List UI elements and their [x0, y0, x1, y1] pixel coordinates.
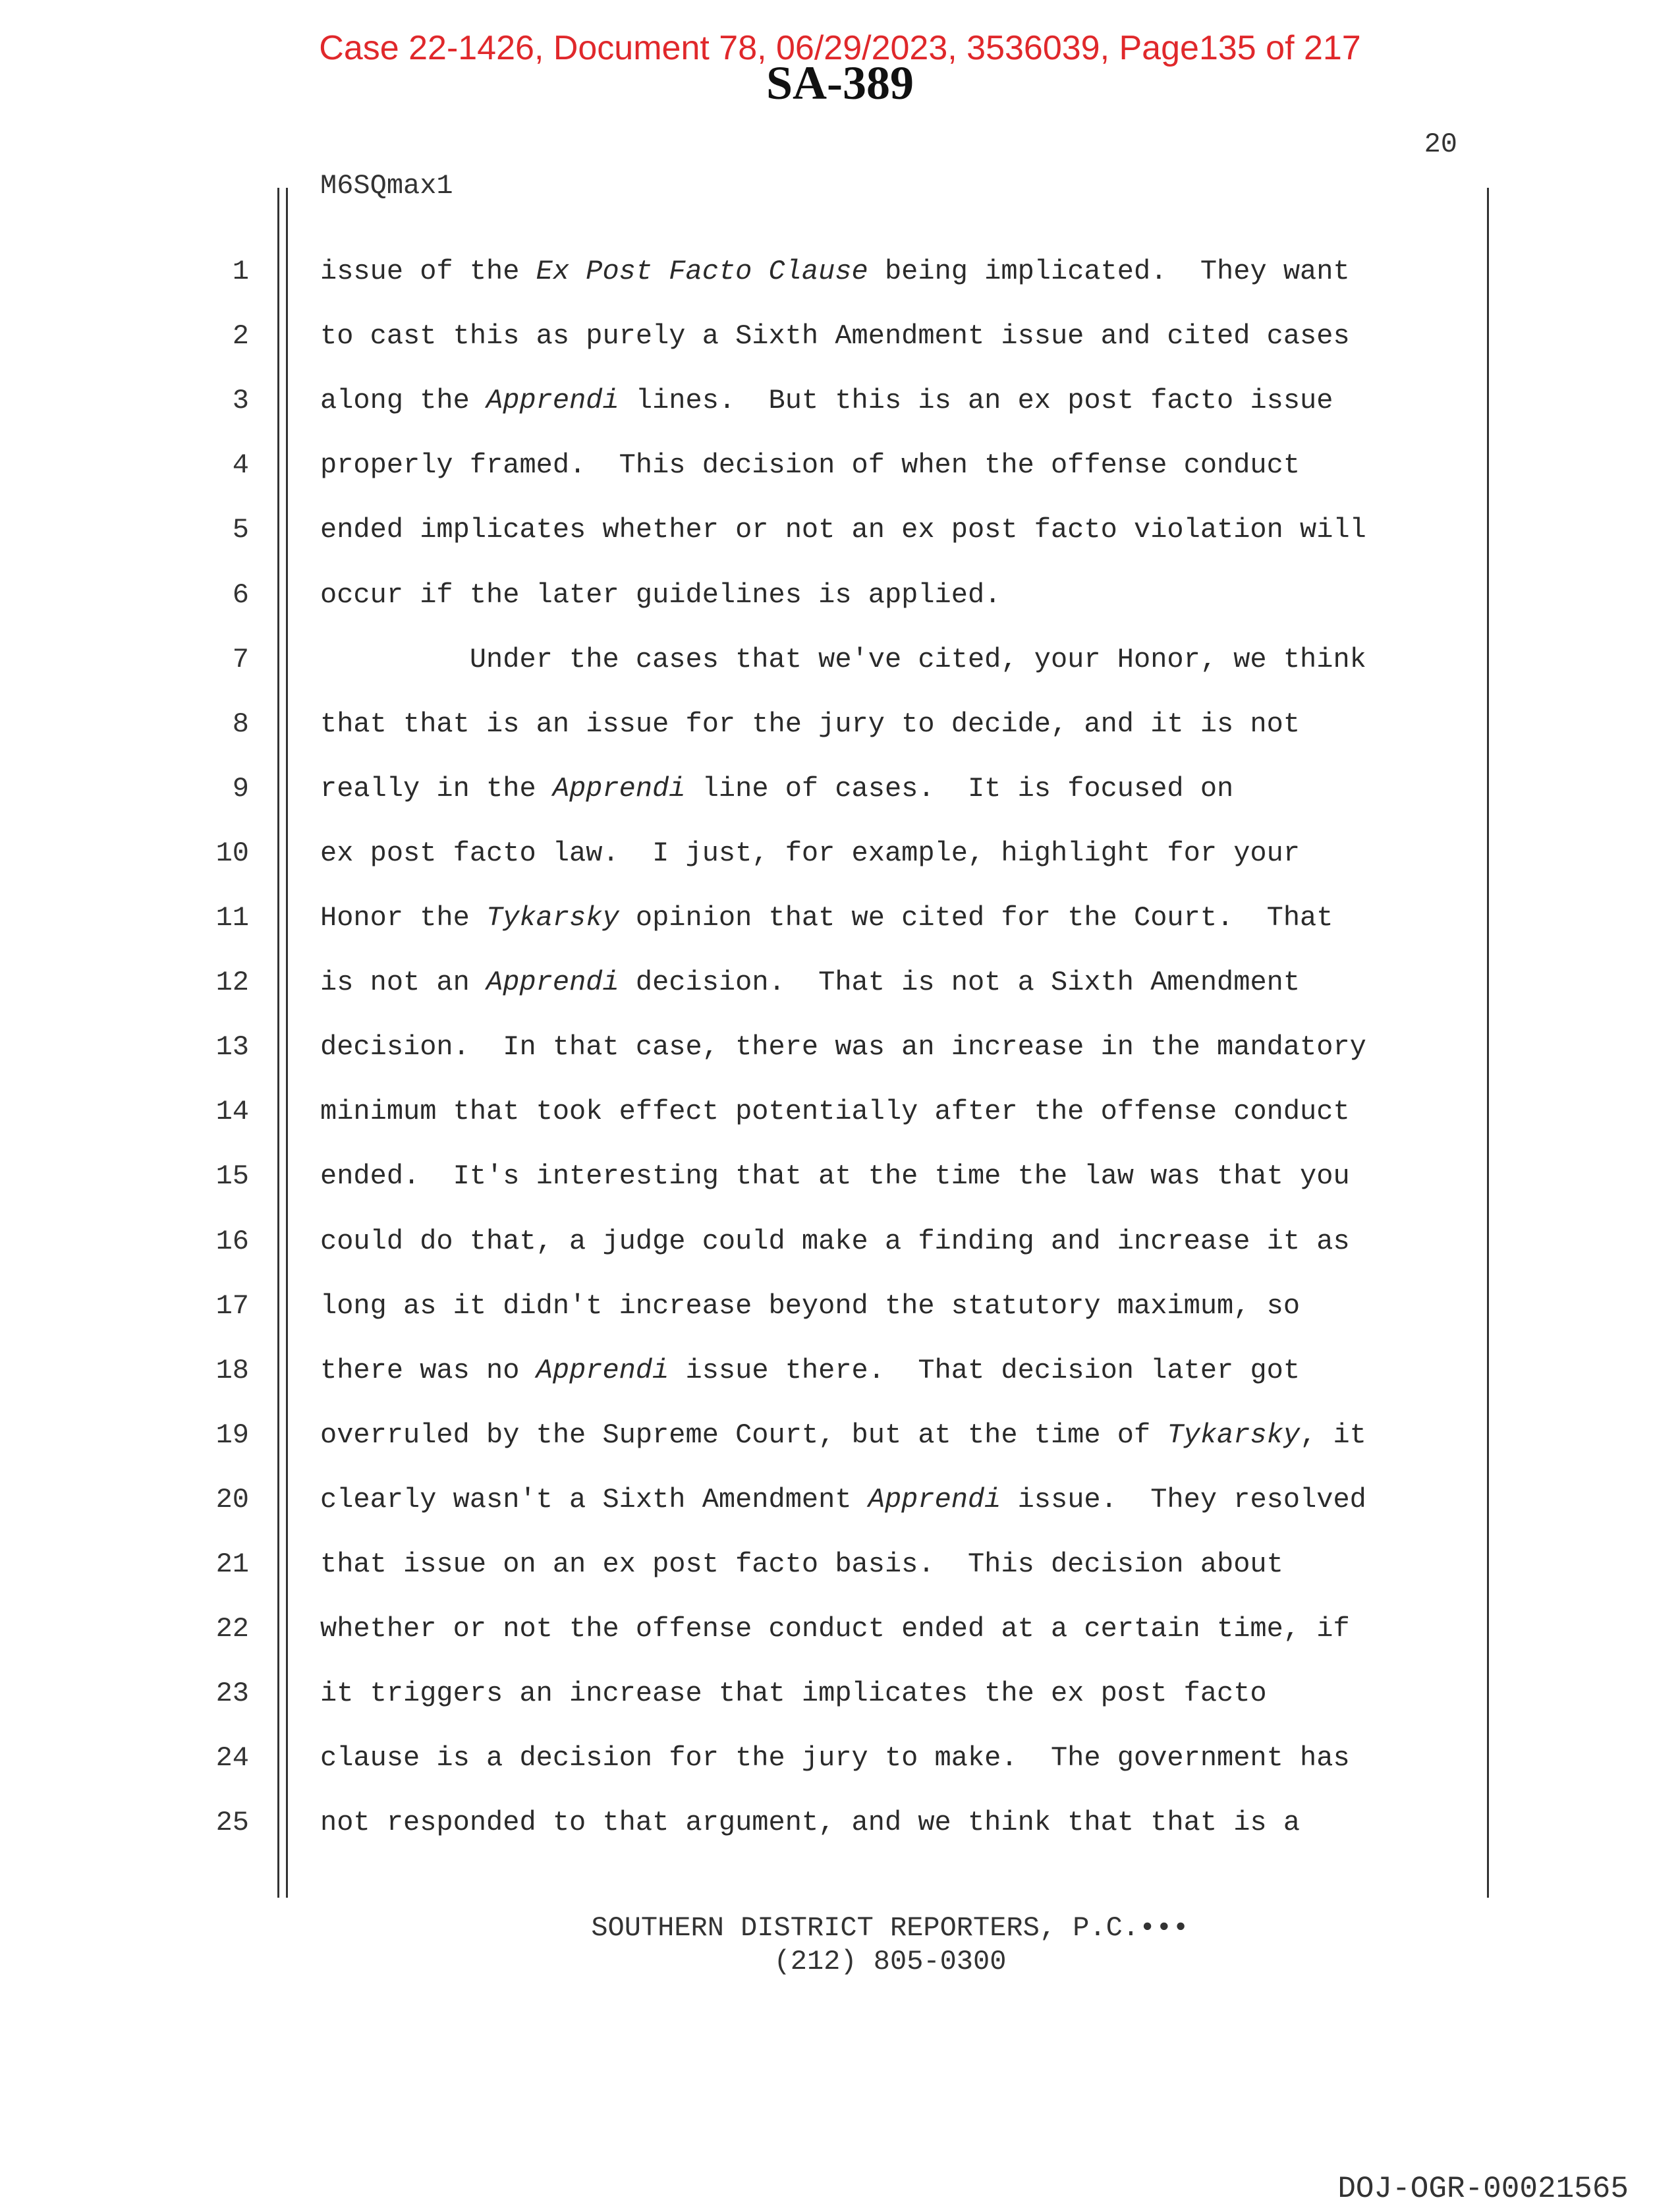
line-text: issue. They resolved — [1001, 1484, 1366, 1516]
line-text: it triggers an increase that implicates the ex post facto — [320, 1678, 1267, 1709]
line-number: 14 — [215, 1096, 249, 1127]
transcript-line — [320, 1613, 1350, 1645]
line-number: 7 — [232, 644, 249, 675]
transcript-line — [320, 385, 1333, 416]
transcript-line — [320, 644, 1366, 675]
line-text: clause is a decision for the jury to make. The government has — [320, 1742, 1350, 1774]
line-text: not responded to that argument, and we think that that is a — [320, 1807, 1301, 1838]
transcript-line — [320, 1355, 1300, 1386]
transcript-line — [320, 1290, 1300, 1322]
line-number: 23 — [215, 1678, 249, 1709]
line-number: 10 — [215, 837, 249, 869]
line-text: there was no — [320, 1355, 536, 1386]
line-text: issue of the — [320, 256, 536, 287]
line-text: to cast this as purely a Sixth Amendment issue and cited cases — [320, 320, 1350, 352]
line-number: 20 — [215, 1484, 249, 1516]
line-number: 13 — [215, 1031, 249, 1063]
line-text: really in the — [320, 773, 553, 805]
right-margin-rule — [1487, 188, 1489, 1898]
italic-case-name: Apprendi — [552, 773, 686, 805]
line-text: along the — [320, 385, 487, 416]
footer-phone: (212) 805-0300 — [773, 1946, 1007, 1977]
transcript-line — [320, 320, 1350, 352]
line-number: 25 — [215, 1807, 249, 1838]
line-text: line of cases. It is focused on — [685, 773, 1234, 805]
transcript-line — [320, 967, 1300, 998]
transcript-line — [320, 708, 1300, 740]
transcript-line — [320, 1807, 1300, 1838]
case-filing-stamp: Case 22-1426, Document 78, 06/29/2023, 3536039, Page135 of 217 — [319, 29, 1361, 67]
line-text: could do that, a judge could make a finding and increase it as — [320, 1226, 1350, 1257]
line-text: , it — [1300, 1419, 1366, 1451]
line-text: being implicated. They want — [868, 256, 1350, 287]
transcript-line — [320, 449, 1300, 481]
line-number: 9 — [232, 773, 249, 805]
transcript-page-number: 20 — [1424, 128, 1457, 160]
line-text: occur if the later guidelines is applied. — [320, 579, 1001, 611]
line-number: 12 — [215, 967, 249, 998]
left-margin-rule-outer — [277, 188, 279, 1898]
transcript-line — [320, 514, 1366, 546]
line-number: 11 — [215, 902, 249, 934]
line-number: 21 — [215, 1548, 249, 1580]
transcript-line — [320, 837, 1300, 869]
line-number: 24 — [215, 1742, 249, 1774]
transcript-line — [320, 579, 1001, 611]
italic-case-name: Apprendi — [486, 967, 619, 998]
line-number: 6 — [232, 579, 249, 611]
italic-case-name: Ex Post Facto Clause — [536, 256, 868, 287]
transcript-line — [320, 1484, 1366, 1516]
line-text: opinion that we cited for the Court. That — [619, 902, 1333, 934]
line-number: 19 — [215, 1419, 249, 1451]
line-text: decision. In that case, there was an increase in the mandatory — [320, 1031, 1366, 1063]
line-text: clearly wasn't a Sixth Amendment — [320, 1484, 868, 1516]
transcript-line — [320, 1226, 1350, 1257]
line-number: 1 — [232, 256, 249, 287]
italic-case-name: Apprendi — [868, 1484, 1001, 1516]
line-text: whether or not the offense conduct ended at a certain time, if — [320, 1613, 1350, 1645]
line-text: that issue on an ex post facto basis. This decision about — [320, 1548, 1283, 1580]
italic-case-name: Tykarsky — [486, 902, 619, 934]
line-text: minimum that took effect potentially after the offense conduct — [320, 1096, 1350, 1127]
italic-case-name: Apprendi — [486, 385, 619, 416]
line-text: ended implicates whether or not an ex post facto violation will — [320, 514, 1366, 546]
line-number: 17 — [215, 1290, 249, 1322]
transcript-line — [320, 1160, 1350, 1192]
transcript-line — [320, 902, 1333, 934]
line-number: 16 — [215, 1226, 249, 1257]
line-text: long as it didn't increase beyond the statutory maximum, so — [320, 1290, 1301, 1322]
line-text: is not an — [320, 967, 487, 998]
line-text: Honor the — [320, 902, 487, 934]
line-number: 5 — [232, 514, 249, 546]
italic-case-name: Tykarsky — [1167, 1419, 1301, 1451]
transcript-line — [320, 1096, 1350, 1127]
line-number: 4 — [232, 449, 249, 481]
line-text: ended. It's interesting that at the time the law was that you — [320, 1160, 1350, 1192]
italic-case-name: Apprendi — [536, 1355, 669, 1386]
transcript-line — [320, 1678, 1267, 1709]
line-text: issue there. That decision later got — [669, 1355, 1301, 1386]
line-number: 18 — [215, 1355, 249, 1386]
line-text: that that is an issue for the jury to decide, and it is not — [320, 708, 1301, 740]
footer-reporter: SOUTHERN DISTRICT REPORTERS, P.C.••• — [591, 1912, 1189, 1944]
case-code: M6SQmax1 — [320, 170, 453, 202]
left-margin-rule-inner — [286, 188, 288, 1898]
line-text: overruled by the Supreme Court, but at the time of — [320, 1419, 1167, 1451]
line-text: ex post facto law. I just, for example, highlight for your — [320, 837, 1301, 869]
line-text: Under the cases that we've cited, your Honor, we think — [320, 644, 1366, 675]
line-number: 8 — [232, 708, 249, 740]
line-text: lines. But this is an ex post facto issue — [619, 385, 1333, 416]
transcript-line — [320, 256, 1350, 287]
line-number: 2 — [232, 320, 249, 352]
line-number: 3 — [232, 385, 249, 416]
transcript-line — [320, 1548, 1283, 1580]
line-text: properly framed. This decision of when the offense conduct — [320, 449, 1301, 481]
transcript-line — [320, 773, 1233, 805]
exhibit-number: SA-389 — [766, 57, 914, 109]
line-number: 22 — [215, 1613, 249, 1645]
line-text: decision. That is not a Sixth Amendment — [619, 967, 1301, 998]
transcript-line — [320, 1742, 1350, 1774]
line-number: 15 — [215, 1160, 249, 1192]
bates-number: DOJ-OGR-00021565 — [1337, 2172, 1629, 2206]
transcript-line — [320, 1031, 1366, 1063]
transcript-line — [320, 1419, 1366, 1451]
